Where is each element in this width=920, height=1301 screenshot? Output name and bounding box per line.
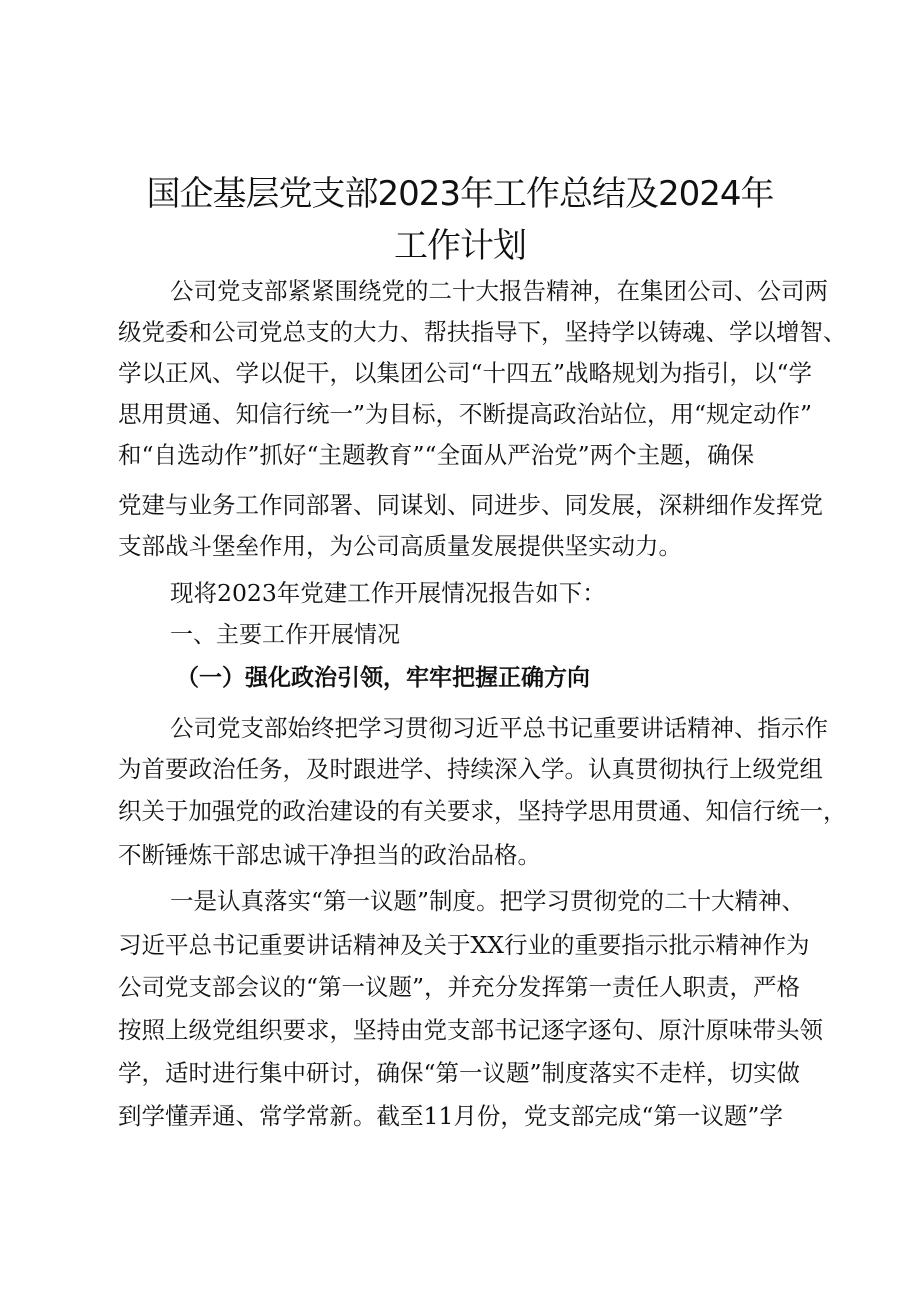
document-title-line-2: 工作计划 bbox=[394, 226, 526, 266]
section-paragraph-line: 到学懂弄通、常学常新。截至11月份，党支部完成“第一议题”学 bbox=[118, 1102, 783, 1130]
section-paragraph-line: 为首要政治任务，及时跟进学、持续深入学。认真贯彻执行上级党组 bbox=[118, 755, 823, 783]
section-paragraph-line: 按照上级党组织要求，坚持由党支部书记逐字逐句、原汁原味带头领 bbox=[118, 1016, 823, 1044]
section-heading-2: （一）强化政治引领，牢牢把握正确方向 bbox=[176, 665, 590, 691]
intro-line: 支部战斗堡垒作用，为公司高质量发展提供坚实动力。 bbox=[118, 532, 682, 560]
report-intro-line: 现将2023年党建工作开展情况报告如下： bbox=[170, 579, 606, 607]
section-paragraph-line: 公司党支部始终把学习贯彻习近平总书记重要讲话精神、指示作 bbox=[170, 714, 828, 742]
document-title-line-1: 国企基层党支部2023年工作总结及2024年 bbox=[146, 174, 774, 214]
intro-line: 和“自选动作”抓好“主题教育”“全面从严治党”两个主题，确保 bbox=[118, 441, 755, 469]
intro-line: 学以正风、学以促干，以集团公司“十四五”战略规划为指引，以“学 bbox=[118, 359, 813, 387]
section-paragraph-line: 学，适时进行集中研讨，确保“第一议题”制度落实不走样，切实做 bbox=[118, 1059, 801, 1087]
intro-line: 级党委和公司党总支的大力、帮扶指导下，坚持学以铸魂、学以增智、 bbox=[118, 318, 847, 346]
section-paragraph-line: 一是认真落实“第一议题”制度。把学习贯彻党的二十大精神、 bbox=[170, 887, 806, 915]
section-heading-1: 一、主要工作开展情况 bbox=[170, 622, 400, 648]
intro-line: 党建与业务工作同部署、同谋划、同进步、同发展，深耕细作发挥党 bbox=[118, 491, 823, 519]
intro-line: 思用贯通、知信行统一”为目标，不断提高政治站位，用“规定动作” bbox=[118, 400, 813, 428]
section-paragraph-line: 公司党支部会议的“第一议题”，并充分发挥第一责任人职责，严格 bbox=[118, 973, 801, 1001]
section-paragraph-line: 习近平总书记重要讲话精神及关于XX行业的重要指示批示精神作为 bbox=[118, 931, 810, 959]
intro-line: 公司党支部紧紧围绕党的二十大报告精神，在集团公司、公司两 bbox=[170, 277, 828, 305]
section-paragraph-line: 不断锤炼干部忠诚干净担当的政治品格。 bbox=[118, 841, 541, 869]
section-paragraph-line: 织关于加强党的政治建设的有关要求，坚持学思用贯通、知信行统一， bbox=[118, 797, 847, 825]
